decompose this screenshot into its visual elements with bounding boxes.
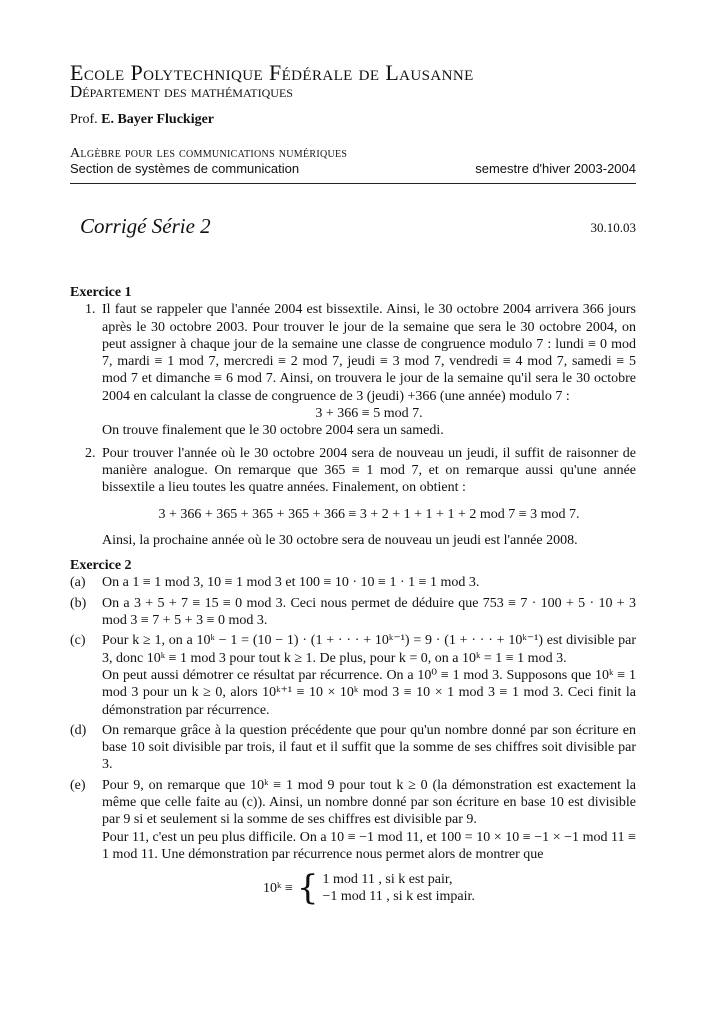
paragraph: On trouve finalement que le 30 octobre 2004 sera un samedi. <box>102 423 444 439</box>
left-brace: { <box>296 868 319 909</box>
school-name: Ecole Polytechnique Fédérale de Lausanne <box>70 60 474 85</box>
department-name: Département des mathématiques <box>70 82 293 101</box>
paragraph: Ainsi, la prochaine année où le 30 octobre sera de nouveau un jeudi est l'année 2008. <box>102 532 578 548</box>
exercise-2-heading: Exercice 2 <box>70 558 132 574</box>
equation: 3 + 366 ≡ 5 mod 7. <box>315 406 423 422</box>
professor-line <box>70 112 214 128</box>
page-title: Corrigé Série 2 <box>80 214 211 238</box>
part-label: (b) <box>70 595 87 611</box>
header-rule <box>70 183 636 184</box>
item-number: 2. <box>85 445 96 461</box>
paragraph: Pour 11, c'est un peu plus difficile. On a 10 ≡ −1 mod 11, et 100 = 10 × 10 ≡ −1 × −1 mod 11 ≡ 1 mod 11. Une démonstration par récurrence nous permet alors de montrer que <box>102 829 636 862</box>
part-label: (a) <box>70 575 86 591</box>
course-title: Algèbre pour les communications numériques <box>70 146 348 161</box>
paragraph: Pour trouver l'année où le 30 octobre 2004 sera de nouveau un jeudi, il suffit de raisonner de manière analogue. On remarque que 365 ≡ 1 mod 7, et on remarque aussi qu'une année bissextile a lieu toutes les quatre années. Finalement, on obtient : <box>102 445 636 496</box>
paragraph: On remarque grâce à la question précédente que pour qu'un nombre donné par son écriture en base 10 soit divisible par trois, il faut et il suffit que la somme de ses chiffres soit divisible par 3. <box>102 722 636 773</box>
paragraph: On a 1 ≡ 1 mod 3, 10 ≡ 1 mod 3 et 100 ≡ 10 · 10 ≡ 1 · 1 ≡ 1 mod 3. <box>102 575 480 591</box>
document-body <box>70 284 636 909</box>
paragraph: Pour k ≥ 1, on a 10ᵏ − 1 = (10 − 1) · (1 + · · · + 10ᵏ⁻¹) = 9 · (1 + · · · + 10ᵏ⁻¹) est divisible par 3, donc 10ᵏ ≡ 1 mod 3 pour tout k ≥ 1. De plus, pour k = 0, on a 10ᵏ = 1 ≡ 1 mod 3. <box>102 633 636 666</box>
prof-name: E. Bayer Fluckiger <box>101 112 215 127</box>
prof-prefix: Prof. <box>70 112 98 127</box>
exercise-2-part-b <box>70 595 636 630</box>
paragraph: On peut aussi démotrer ce résultat par récurrence. On a 10⁰ ≡ 1 mod 3. Supposons que 10ᵏ ≡ 1 mod 3 pour un k ≥ 0, alors 10ᵏ⁺¹ ≡ 10 × 10ᵏ mod 3 ≡ 10 × 1 mod 3 ≡ 1 mod 3. Ceci finit la démonstration par récurrence. <box>102 667 636 718</box>
part-label: (c) <box>70 633 86 649</box>
part-label: (d) <box>70 722 87 738</box>
item-number: 1. <box>85 302 96 318</box>
section-name: Section de systèmes de communication <box>70 161 300 176</box>
equation: 3 + 366 + 365 + 365 + 365 + 366 ≡ 3 + 2 + 1 + 1 + 1 + 2 mod 7 ≡ 3 mod 7. <box>158 506 580 522</box>
paragraph: Il faut se rappeler que l'année 2004 est bissextile. Ainsi, le 30 octobre 2004 arrivera 366 jours après le 30 octobre 2003. Pour trouver le jour de la semaine que sera le 30 octobre 2004, on peut assigner à chaque jour de la semaine une classe de congruence modulo 7 : lundi ≡ 0 mod 7, mardi ≡ 1 mod 7, mercredi ≡ 2 mod 7, jeudi ≡ 3 mod 7, vendredi ≡ 4 mod 7, samedi ≡ 5 mod 7 et dimanche ≡ 6 mod 7. Ainsi, on trouvera le jour de la semaine qu'il sera le 30 octobre 2004 en calculant la classe de congruence de 3 (jeudi) +366 (une année) modulo 7 : <box>102 302 636 404</box>
piecewise-lhs: 10ᵏ ≡ <box>263 880 293 896</box>
exercise-2-part-c <box>70 632 636 718</box>
piecewise-cases <box>323 871 475 905</box>
exercise-2-part-d <box>70 722 636 774</box>
doc-date: 30.10.03 <box>590 220 636 235</box>
paragraph: Pour 9, on remarque que 10ᵏ ≡ 1 mod 9 pour tout k ≥ 0 (la démonstration est exactement la même que celle faite au (c)). Ainsi, un nombre donné par son écriture en base 10 est divisible par 9 si et seulement si la somme de ses chiffres est divisible par 9. <box>102 777 636 828</box>
case-odd: −1 mod 11 , si k est impair. <box>322 889 475 905</box>
case-even: 1 mod 11 , si k est pair, <box>322 872 453 888</box>
piecewise-equation <box>102 868 636 909</box>
semester: semestre d'hiver 2003-2004 <box>475 161 636 176</box>
paragraph: On a 3 + 5 + 7 ≡ 15 ≡ 0 mod 3. Ceci nous permet de déduire que 753 ≡ 7 · 100 + 5 · 10 + 3 mod 3 ≡ 7 + 5 + 3 ≡ 0 mod 3. <box>102 595 636 629</box>
exercise-2-part-a <box>70 574 636 591</box>
part-label: (e) <box>70 777 86 793</box>
exercise-1-item-2 <box>70 445 636 549</box>
exercise-1-heading: Exercice 1 <box>70 285 132 300</box>
exercise-1-item-1 <box>70 301 636 439</box>
exercise-2-part-e <box>70 777 636 909</box>
